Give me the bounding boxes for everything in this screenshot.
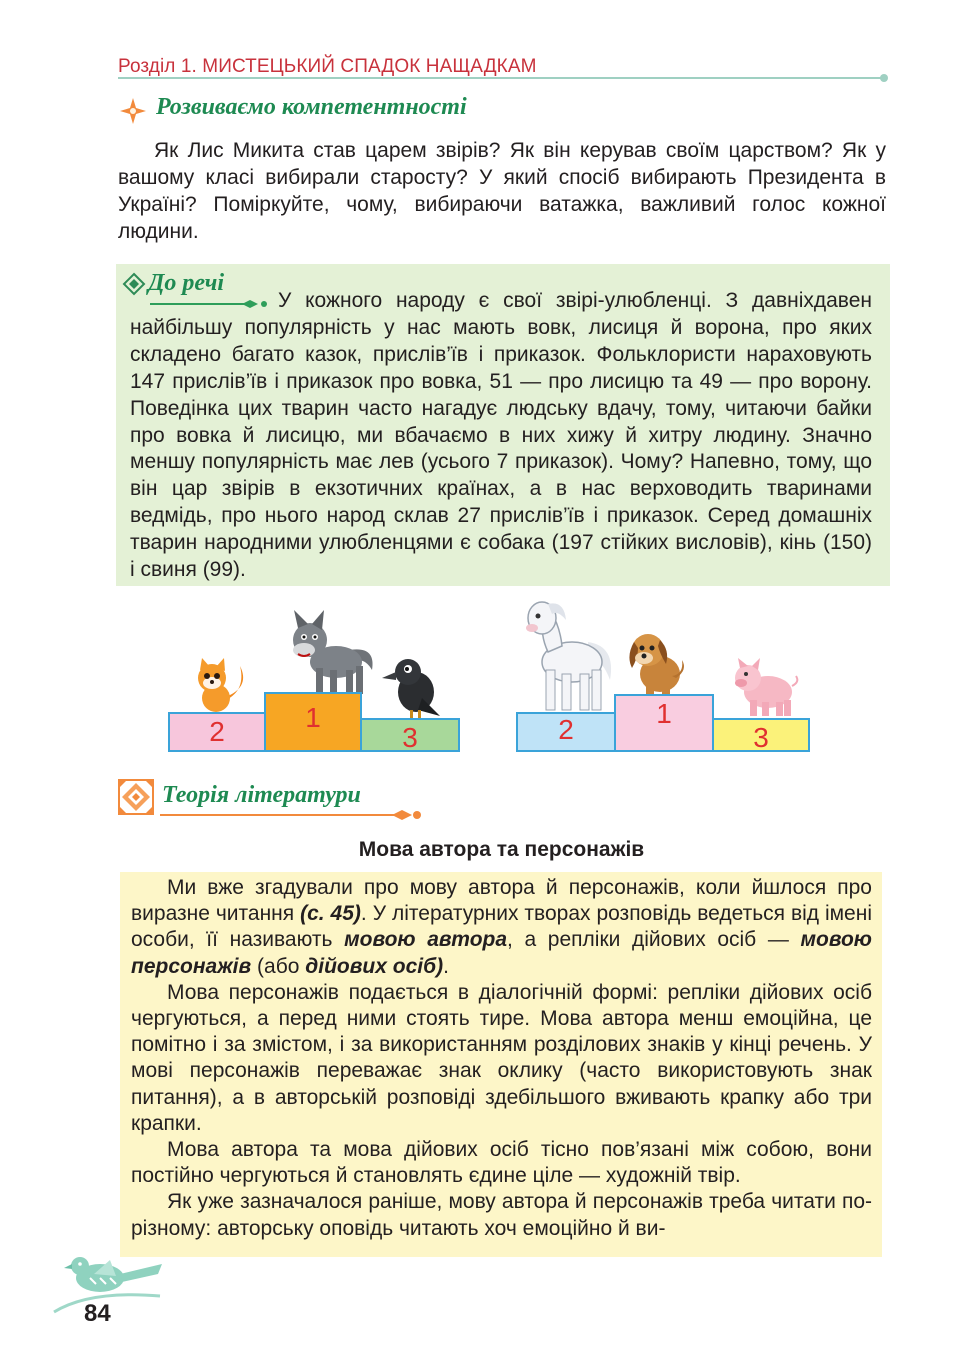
fact-paragraph: У кожного народу є свої звірі-улюбленці. З давніхдавен найбільшу популярність у нас мають вовк, лисиця й ворона, про яких складено багато казок, прислів’їв і приказок. Фольклористи нараховують 147 прислів’їв і приказок про вовка, 51 — про лисицю та 49 — про ворону. Поведінка цих тварин часто нагадує людську вдачу, тому, читаючи байки про вовка й лисицю, ми вбачаємо в них хижу й хитру людину. Значно меншу популярність має лев (усього 7 приказок). Чому? Напевно, тому, що він цар звірів в екзотичних країнах, а в нас верховодить тваринами ведмідь, про нього народ склав 27 прислів’їв і приказок. Серед домашніх тварин народними улюбленцями є собака (197 стійких висловів), кінь (150) і свиня (99). bbox=[130, 289, 872, 582]
wild-first-place bbox=[264, 692, 362, 752]
page-number: 84 bbox=[84, 1300, 111, 1327]
domestic-first-place-number: 1 bbox=[656, 698, 672, 729]
domestic-second-place bbox=[516, 712, 616, 752]
theory-title-underline bbox=[160, 810, 422, 820]
theory-text bbox=[131, 875, 872, 1242]
domestic-third-place bbox=[712, 718, 810, 752]
dog-illustration bbox=[622, 626, 688, 696]
domestic-second-place-number: 2 bbox=[558, 714, 574, 745]
star-flower-icon bbox=[118, 96, 148, 126]
fact-text bbox=[130, 288, 872, 584]
competence-title: Розвиваємо компетентності bbox=[156, 94, 467, 120]
header-rule-dot bbox=[880, 74, 888, 82]
term-author-speech: мовою автора bbox=[344, 928, 508, 952]
page-reference: (с. 45) bbox=[300, 902, 361, 926]
ornament-icon bbox=[118, 779, 154, 815]
wild-second-place bbox=[168, 712, 266, 752]
wild-third-place-number: 3 bbox=[402, 722, 418, 753]
pig-illustration bbox=[730, 656, 800, 718]
wolf-illustration bbox=[280, 610, 376, 698]
p1-text-c: , а репліки дійових осіб — bbox=[507, 928, 801, 952]
theory-paragraph-2: Мова персонажів подається в діалогічній формі: репліки дійових осіб чергуються, а перед ними стоять тире. Мова автора менш емоційна, це помітно і за змістом, і за використанням розділових знаків у кінці речень. У мові персонажів переважає знак оклику (часто використовують знак питання), а в авторській розповіді здебільшого вживають крапку або три крапки. bbox=[131, 980, 872, 1135]
p1-text-a: Ми вже згадували про мову автора й персонажів, коли йшлося про виразне читання bbox=[131, 876, 872, 926]
domestic-animals-podium bbox=[516, 596, 810, 754]
domestic-first-place bbox=[614, 694, 714, 752]
p1-text-b: . У літературних творах розповідь ведеться від імені особи, її називають bbox=[131, 902, 873, 952]
theory-paragraph-4: Як уже зазначалося раніше, мову автора й персонажів треба читати по-різному: авторську оповідь читають хоч емоційно й ви- bbox=[131, 1190, 872, 1240]
horse-illustration bbox=[516, 596, 616, 714]
theory-subheading: Мова автора та персонажів bbox=[358, 838, 645, 861]
domestic-third-place-number: 3 bbox=[753, 722, 769, 753]
fox-illustration bbox=[188, 656, 250, 714]
competence-text bbox=[118, 137, 886, 245]
chapter-header: Розділ 1. МИСТЕЦЬКИЙ СПАДОК НАЩАДКАМ bbox=[118, 56, 537, 77]
wild-second-place-number: 2 bbox=[209, 716, 225, 747]
p1-text-e: . bbox=[443, 954, 449, 978]
p1-text-d: (або bbox=[251, 954, 306, 978]
theory-paragraph-3: Мова автора та мова дійових осіб тісно пов’язані між собою, вони постійно чергуються й становлять єдине ціле — художній твір. bbox=[131, 1138, 872, 1188]
term-character-speech: мовою персонажів bbox=[131, 928, 872, 978]
theory-paragraph-1 bbox=[131, 875, 872, 980]
wild-third-place bbox=[360, 718, 460, 752]
competence-paragraph: Як Лис Микита став царем звірів? Як він керував своїм царством? Як у вашому класі вибирали старосту? У який спосіб вибирають Президента в Україні? Поміркуйте, чому, вибираючи ватажка, важливий голос кожної людини. bbox=[118, 139, 886, 243]
term-actors-speech: дійових осіб) bbox=[305, 954, 444, 978]
wild-animals-podium bbox=[168, 600, 460, 755]
wild-first-place-number: 1 bbox=[305, 702, 321, 733]
theory-title: Теорія літератури bbox=[162, 782, 361, 808]
fact-title: До речі bbox=[148, 270, 224, 296]
crow-illustration bbox=[382, 652, 444, 720]
header-rule bbox=[118, 77, 886, 79]
